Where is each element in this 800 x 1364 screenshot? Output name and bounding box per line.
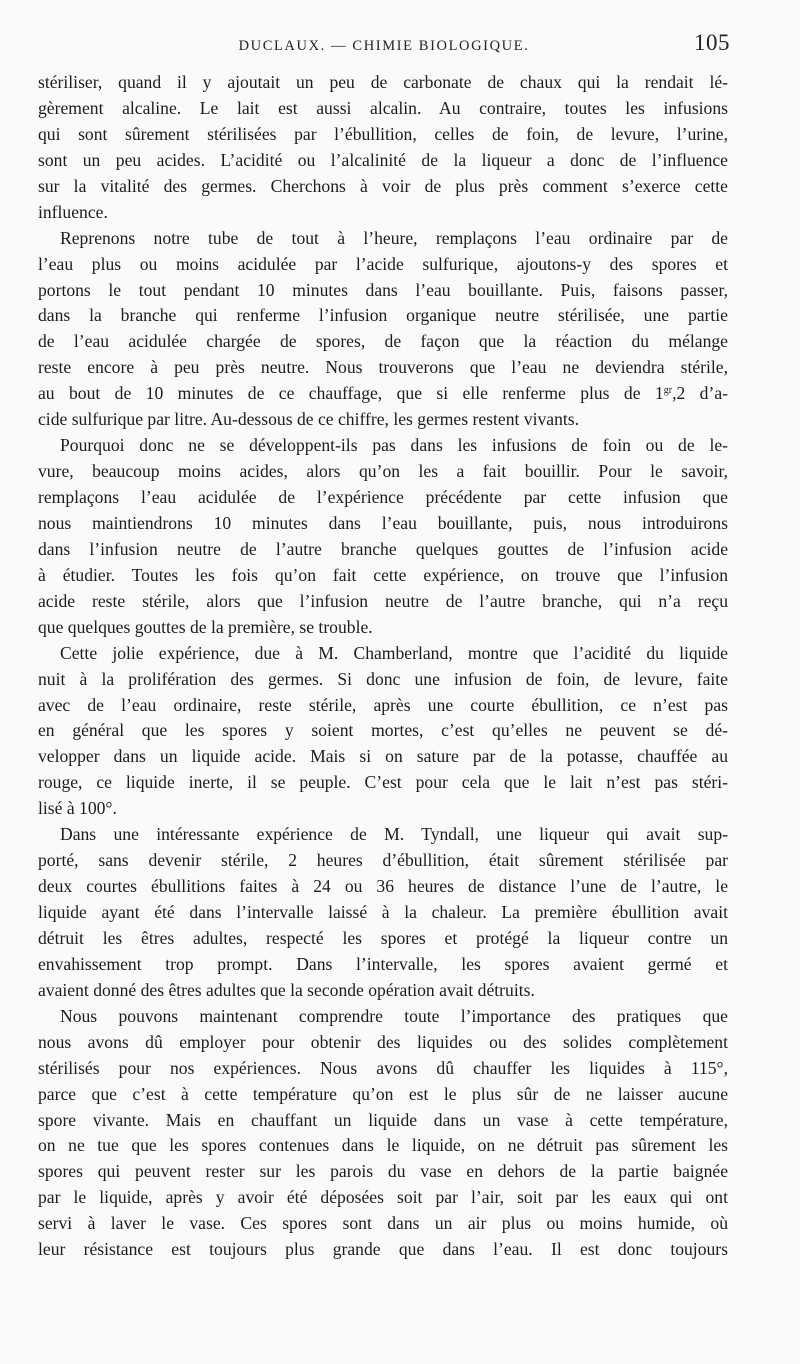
- text-line: influence.: [38, 201, 108, 222]
- text-line: vure, beaucoup moins acides, alors qu’on les a fait bouillir. Pour le savoir,: [38, 461, 728, 482]
- text-line: Reprenons notre tube de tout à l’heure, remplaçons l’eau ordinaire par de: [60, 227, 728, 248]
- running-title: DUCLAUX. — CHIMIE BIOLOGIQUE.: [238, 38, 530, 54]
- text-line: dans la branche qui renferme l’infusion organique neutre stérilisée, une partie: [38, 305, 728, 326]
- text-line: à étudier. Toutes les fois qu’on fait cette expérience, on trouve que l’infusion: [38, 564, 728, 585]
- page-number: 105: [694, 30, 730, 55]
- text-line: velopper dans un liquide acide. Mais si on sature par de la potasse, chauffée au: [38, 746, 728, 767]
- text-line: envahissement trop prompt. Dans l’intervalle, les spores avaient germé et: [38, 953, 728, 974]
- text-line: leur résistance est toujours plus grande que dans l’eau. Il est donc toujours: [38, 1239, 728, 1260]
- text-line: nous maintiendrons 10 minutes dans l’eau bouillante, puis, nous introduirons: [38, 512, 728, 533]
- running-header: [38, 30, 730, 62]
- text-line: Pourquoi donc ne se développent-ils pas dans les infusions de foin ou de le-: [60, 435, 728, 456]
- text-line: remplaçons l’eau acidulée de l’expérience précédente par cette infusion que: [38, 487, 728, 507]
- body-text: [38, 70, 728, 1263]
- text-line: cide sulfurique par litre. Au-dessous de ce chiffre, les germes restent vivants.: [38, 409, 579, 430]
- text-line: porté, sans devenir stérile, 2 heures d’ébullition, était sûrement stérilisée par: [38, 850, 728, 871]
- text-line: détruit les êtres adultes, respecté les spores et protégé la liqueur contre un: [38, 927, 728, 948]
- text-line: Cette jolie expérience, due à M. Chamberland, montre que l’acidité du liquide: [60, 642, 728, 663]
- text-line: spores qui peuvent rester sur les parois du vase en dehors de la partie baignée: [38, 1161, 728, 1182]
- text-line: stériliser, quand il y ajoutait un peu de carbonate de chaux qui la rendait lé-: [38, 72, 728, 92]
- text-line: sur la vitalité des germes. Cherchons à voir de plus près comment s’exerce cette: [38, 175, 728, 196]
- text-line: acide reste stérile, alors que l’infusion neutre de l’autre branche, qui n’a reçu: [38, 590, 728, 611]
- text-line: servi à laver le vase. Ces spores sont dans un air plus ou moins humide, où: [38, 1213, 728, 1234]
- text-line: avec de l’eau ordinaire, reste stérile, après une courte ébullition, ce n’est pas: [38, 694, 728, 715]
- text-line: que quelques gouttes de la première, se trouble.: [38, 616, 373, 637]
- text-line: nous avons dû employer pour obtenir des liquides ou des solides complètement: [38, 1031, 728, 1052]
- text-line: de l’eau acidulée chargée de spores, de façon que la réaction du mélange: [38, 331, 728, 352]
- text-line: gèrement alcaline. Le lait est aussi alcalin. Au contraire, toutes les infusions: [38, 97, 728, 118]
- text-line: on ne tue que les spores contenues dans le liquide, on ne détruit pas sûrement les: [38, 1135, 728, 1156]
- text-line: spore vivante. Mais en chauffant un liquide dans un vase à cette température,: [38, 1109, 728, 1130]
- text-line: Dans une intéressante expérience de M. Tyndall, une liqueur qui avait sup-: [60, 824, 728, 845]
- text-line: qui sont sûrement stérilisées par l’ébullition, celles de foin, de levure, l’urine,: [38, 123, 728, 144]
- text-line: sont un peu acides. L’acidité ou l’alcalinité de la liqueur a donc de l’influence: [38, 149, 728, 170]
- text-line: en général que les spores y soient mortes, c’est qu’elles ne peuvent se dé-: [38, 720, 728, 741]
- text-line: lisé à 100°.: [38, 798, 117, 819]
- text-line: avaient donné des êtres adultes que la seconde opération avait détruits.: [38, 979, 535, 1000]
- text-line: stérilisés pour nos expériences. Nous avons dû chauffer les liquides à 115°,: [38, 1057, 728, 1078]
- text-line: liquide ayant été dans l’intervalle laissé à la chaleur. La première ébullition avait: [38, 902, 728, 922]
- text-line: dans l’infusion neutre de l’autre branche quelques gouttes de l’infusion acide: [38, 538, 728, 559]
- text-line: portons le tout pendant 10 minutes dans l’eau bouillante. Puis, faisons passer,: [38, 279, 728, 300]
- text-line: parce que c’est à cette température qu’on est le plus sûr de ne laisser aucune: [38, 1083, 728, 1104]
- text-line: l’eau plus ou moins acidulée par l’acide sulfurique, ajoutons-y des spores et: [38, 253, 728, 274]
- text-line: par le liquide, après y avoir été déposées soit par l’air, soit par les eaux qui ont: [38, 1187, 728, 1208]
- text-line: au bout de 10 minutes de ce chauffage, que si elle renferme plus de $1^{gr},2$ d’a-: [38, 383, 728, 404]
- text-line: Nous pouvons maintenant comprendre toute l’importance des pratiques que: [60, 1005, 728, 1026]
- text-line: deux courtes ébullitions faites à 24 ou 36 heures de distance l’une de l’autre, le: [38, 876, 728, 897]
- text-line: nuit à la prolifération des germes. Si donc une infusion de foin, de levure, faite: [38, 668, 728, 689]
- text-line: reste encore à peu près neutre. Nous trouverons que l’eau ne deviendra stérile,: [38, 357, 728, 378]
- text-line: rouge, ce liquide inerte, il se peuple. C’est pour cela que le lait n’est pas stéri-: [38, 772, 728, 793]
